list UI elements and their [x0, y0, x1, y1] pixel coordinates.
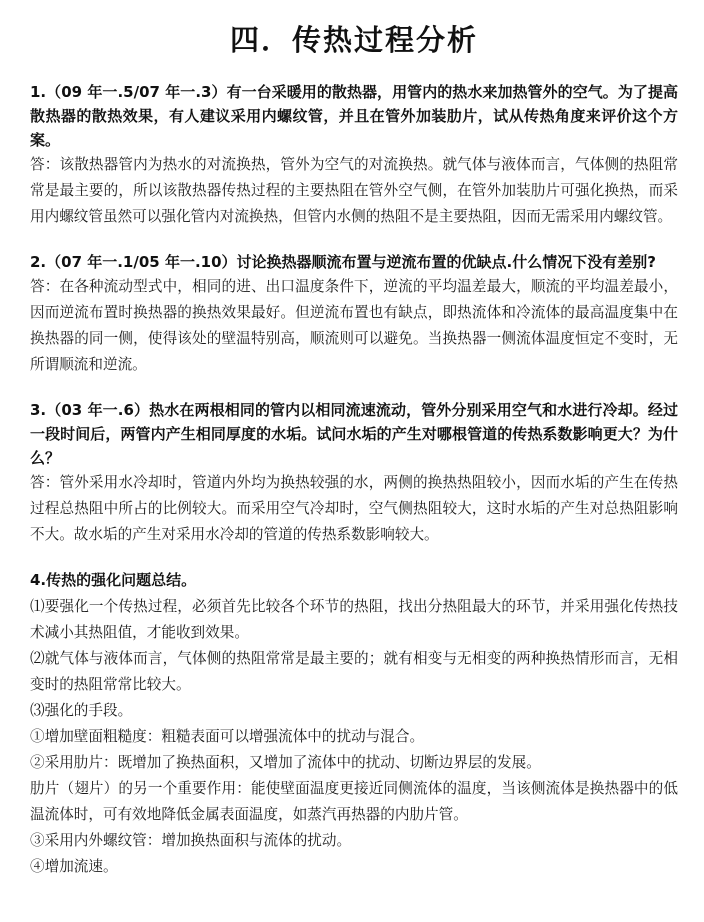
- question-section-2: [30, 250, 678, 378]
- summary-line-7: ③采用内外螺纹管：增加换热面积与流体的扰动。: [30, 832, 352, 849]
- summary-line-2: ⑵就气体与液体而言，气体侧的热阻常常是最主要的；就有相变与无相变的两种换热情形而言，无相变时的热阻常常比较大。: [30, 650, 678, 693]
- summary-line-8: ④增加流速。: [30, 858, 118, 875]
- answer-1: 答：该散热器管内为热水的对流换热，管外为空气的对流换热。就气体与液体而言，气体侧的热阻常常是最主要的，所以该散热器传热过程的主要热阻在管外空气侧，在管外加装肋片可强化换热，而采用内螺纹管虽然可以强化管内对流换热，但管内水侧的热阻不是主要热阻，因而无需采用内螺纹管。: [30, 156, 678, 225]
- summary-line-5: ②采用肋片：既增加了换热面积，又增加了流体中的扰动、切断边界层的发展。: [30, 754, 541, 771]
- question-section-1: [30, 80, 678, 230]
- question-3: 3.（03 年一.6）热水在两根相同的管内以相同流速流动，管外分别采用空气和水进行冷却。经过一段时间后，两管内产生相同厚度的水垢。试问水垢的产生对哪根管道的传热系数影响更大？为什么？: [30, 401, 678, 467]
- summary-line-4: ①增加壁面粗糙度：粗糙表面可以增强流体中的扰动与混合。: [30, 728, 425, 745]
- page-title: 四．传热过程分析: [229, 23, 478, 57]
- answer-3: 答：管外采用水冷却时，管道内外均为换热较强的水，两侧的换热热阻较小，因而水垢的产生在传热过程总热阻中所占的比例较大。而采用空气冷却时，空气侧热阻较大，这时水垢的产生对总热阻影响不大。故水垢的产生对采用水冷却的管道的传热系数影响较大。: [30, 474, 678, 543]
- summary-heading: 4.传热的强化问题总结。: [30, 571, 197, 589]
- answer-2: 答：在各种流动型式中，相同的进、出口温度条件下，逆流的平均温差最大，顺流的平均温差最小，因而逆流布置时换热器的换热效果最好。但逆流布置也有缺点，即热流体和冷流体的最高温度集中在换热器的同一侧，使得该处的壁温特别高，顺流则可以避免。当换热器一侧流体温度恒定不变时，无所谓顺流和逆流。: [30, 278, 678, 373]
- question-2: 2.（07 年一.1/05 年一.10）讨论换热器顺流布置与逆流布置的优缺点.什么情况下没有差别?: [30, 253, 656, 271]
- summary-section: [30, 568, 678, 880]
- summary-line-3: ⑶强化的手段。: [30, 702, 133, 719]
- question-section-3: [30, 398, 678, 548]
- question-1: 1.（09 年一.5/07 年一.3）有一台采暖用的散热器，用管内的热水来加热管外的空气。为了提高散热器的散热效果，有人建议采用内螺纹管，并且在管外加装肋片，试从传热角度来评价这个方案。: [30, 83, 678, 149]
- summary-line-6: 肋片（翅片）的另一个重要作用：能使壁面温度更接近同侧流体的温度，当该侧流体是换热器中的低温流体时，可有效地降低金属表面温度，如蒸汽再热器的内肋片管。: [30, 780, 678, 823]
- summary-line-1: ⑴要强化一个传热过程，必须首先比较各个环节的热阻，找出分热阻最大的环节，并采用强化传热技术减小其热阻值，才能收到效果。: [30, 598, 678, 641]
